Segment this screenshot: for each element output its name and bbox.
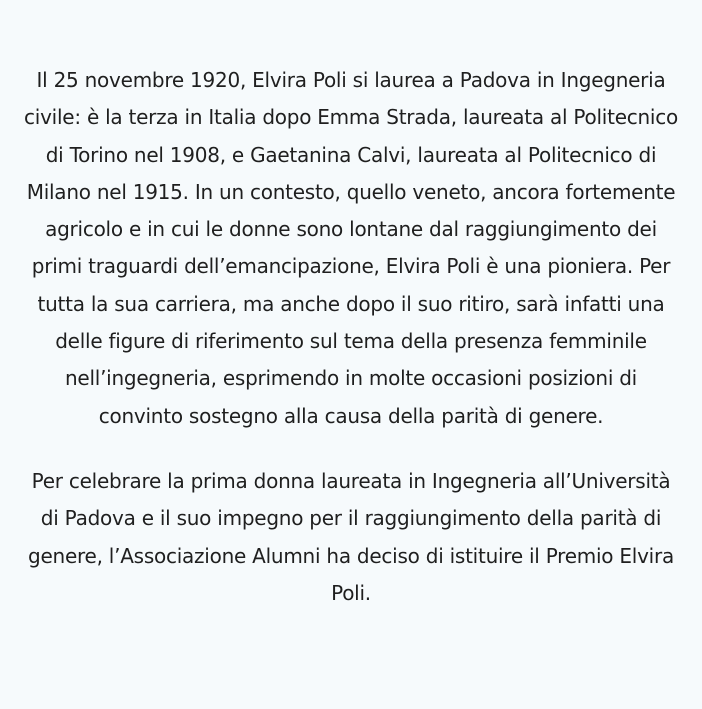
award-paragraph: Per celebrare la prima donna laureata in Ingegneria all’Università di Padova e il suo impegno per il raggiungimento della parità di genere, l’Associazione Alumni ha deciso di istituire il Premio Elvira Poli. <box>28 468 674 605</box>
biography-paragraph: Il 25 novembre 1920, Elvira Poli si laurea a Padova in Ingegneria civile: è la terza in Italia dopo Emma Strada, laureata al Politecnico di Torino nel 1908, e Gaetanina Calvi, laureata al Politecnico di Milano nel 1915. In un contesto, quello veneto, ancora fortemente agricolo e in cui le donne sono lontane dal raggiungimento dei primi traguardi dell’emancipazione, Elvira Poli è una pioniera. Per tutta la sua carriera, ma anche dopo il suo ritiro, sarà infatti una delle figure di riferimento sul tema della presenza femminile nell’ingegneria, esprimendo in molte occasioni posizioni di convinto sostegno alla causa della parità di genere. <box>24 68 678 428</box>
